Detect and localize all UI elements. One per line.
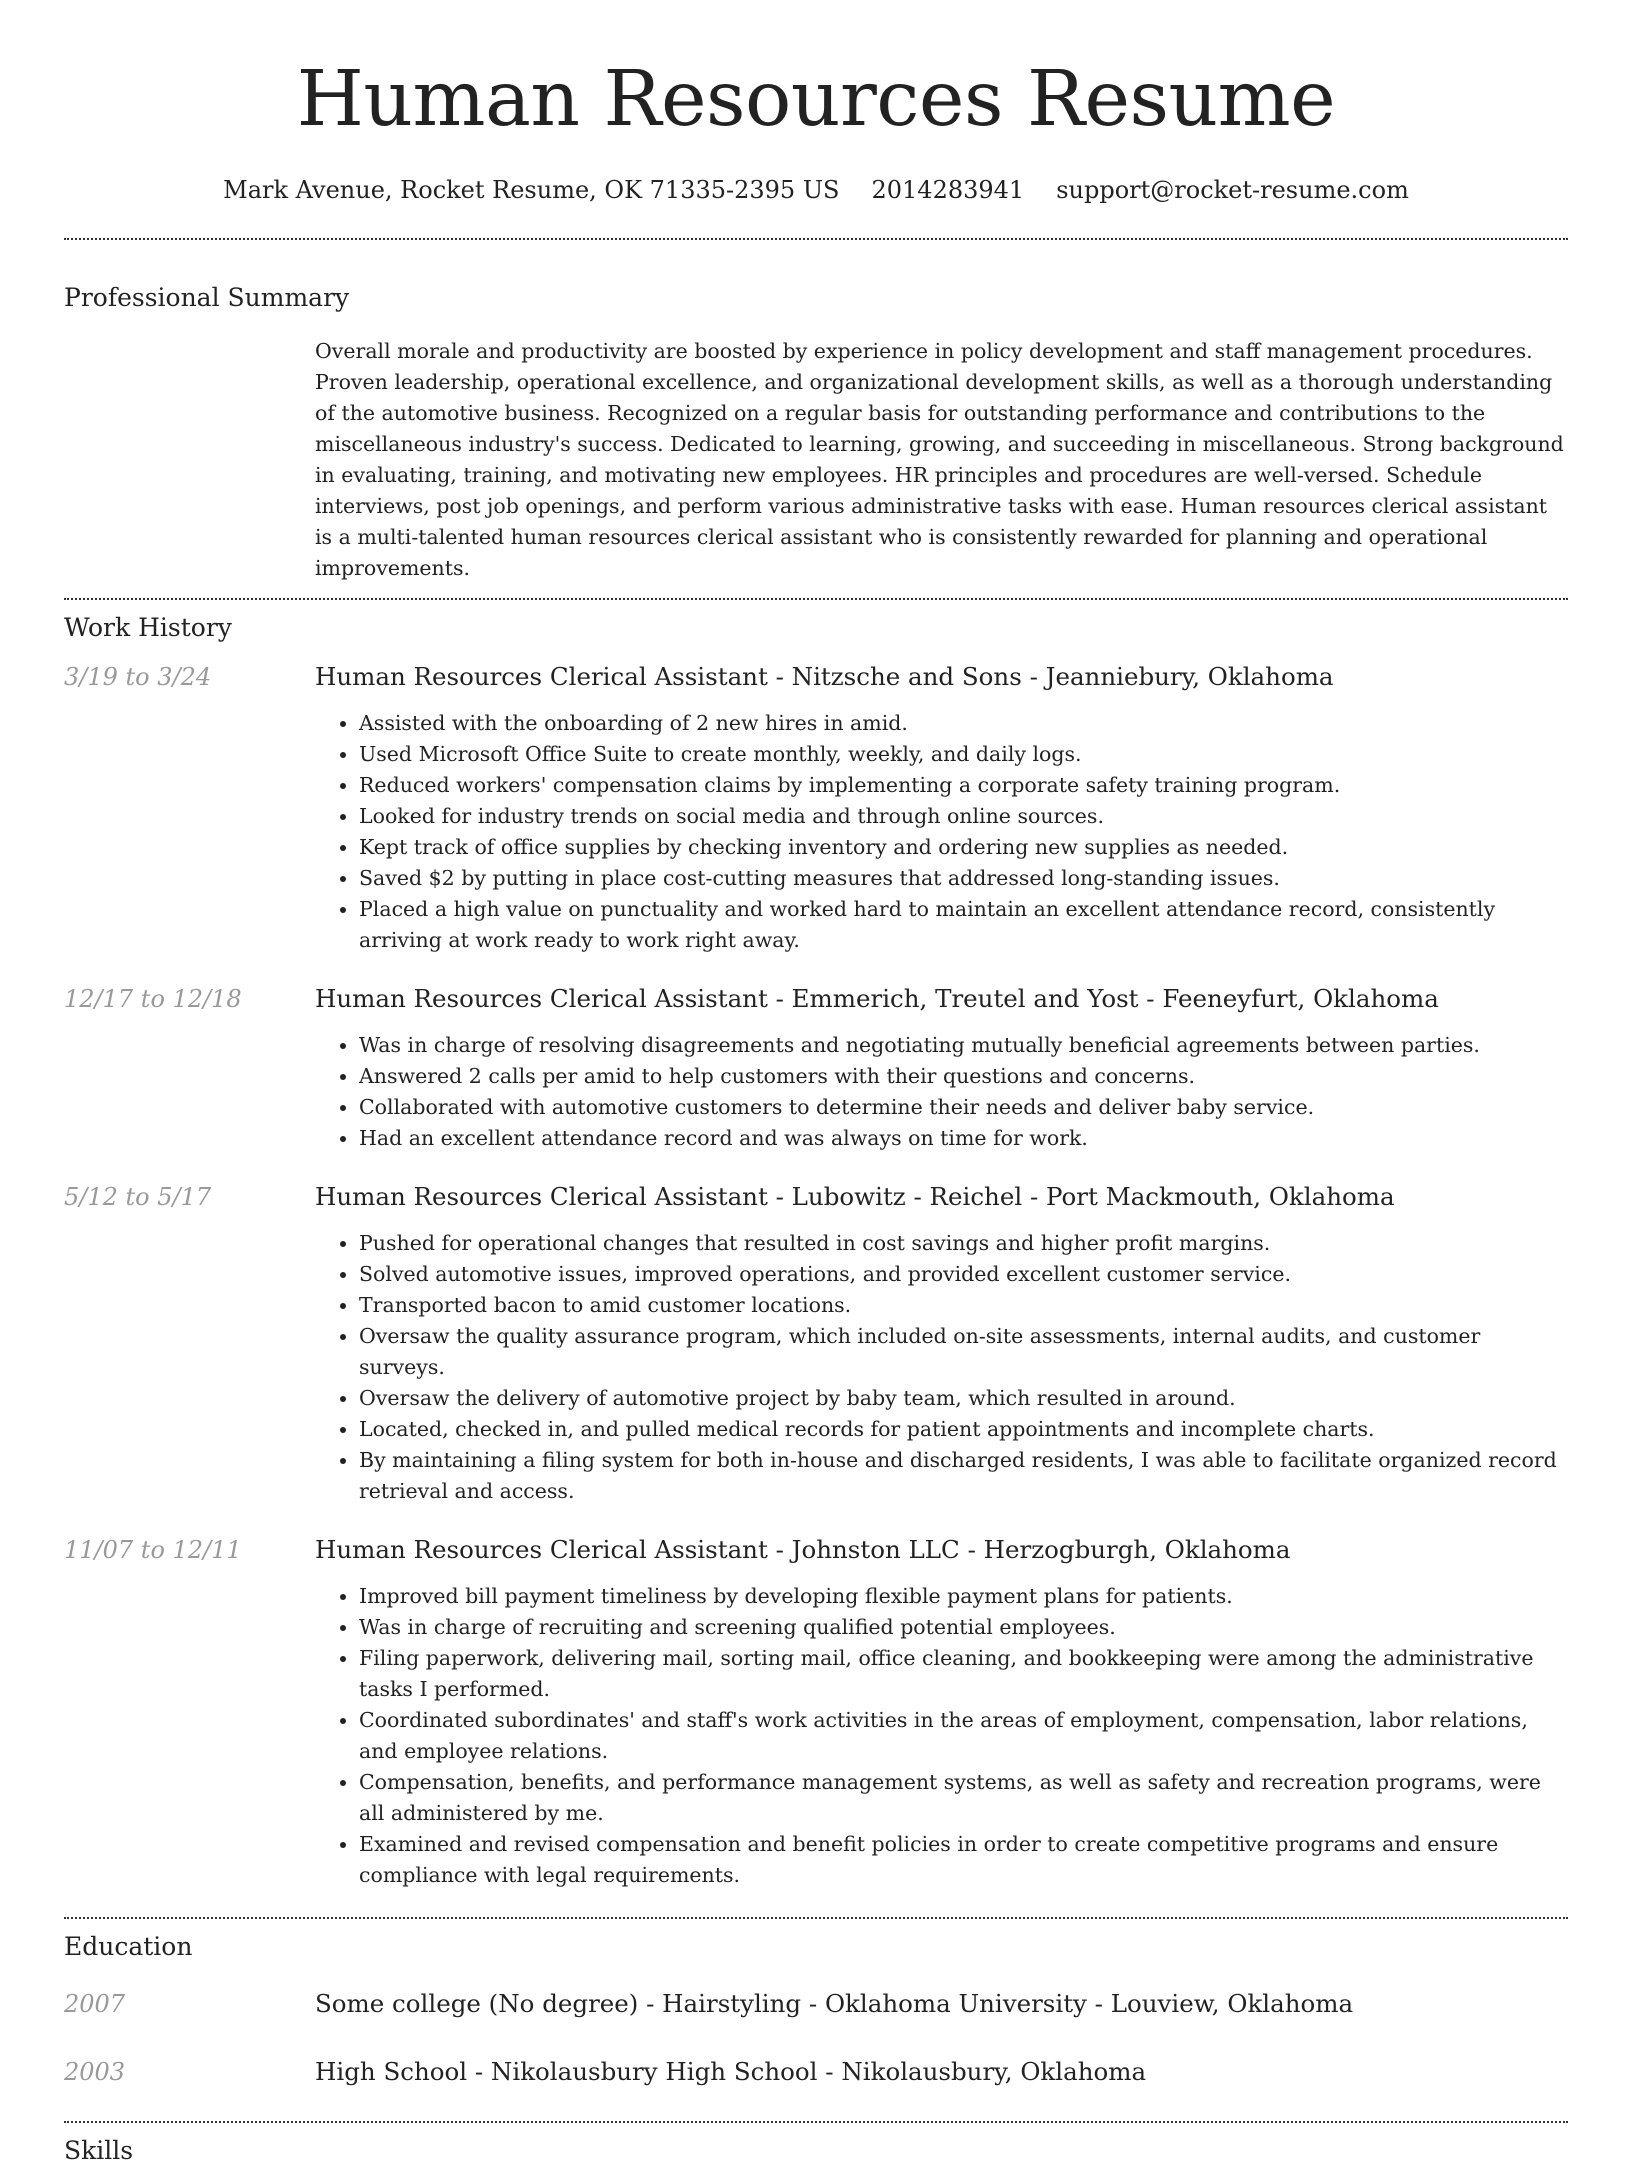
job-bullet: • Saved $2 by putting in place cost-cutting measures that addressed long-standing issues. — [359, 863, 1568, 894]
job-date: 12/17 to 12/18 — [64, 985, 242, 1013]
job-bullet: • Looked for industry trends on social media and through online sources. — [359, 801, 1568, 832]
education-text: Some college (No degree) - Hairstyling - Oklahoma University - Louview, Oklahoma — [315, 1989, 1354, 2018]
job-bullet: • Transported bacon to amid customer locations. — [359, 1290, 1568, 1321]
job-date: 11/07 to 12/11 — [64, 1536, 242, 1564]
job-bullet: • Filing paperwork, delivering mail, sorting mail, office cleaning, and bookkeeping were among the administrative tasks I performed. — [359, 1643, 1568, 1705]
education-text: High School - Nikolausbury High School - Nikolausbury, Oklahoma — [315, 2057, 1147, 2086]
job-bullet: • Was in charge of resolving disagreements and negotiating mutually beneficial agreements between parties. — [359, 1030, 1568, 1061]
contact-email: support@rocket-resume.com — [1056, 176, 1409, 204]
job-bullet: • By maintaining a filing system for both in-house and discharged residents, I was able to facilitate organized record retrieval and access. — [359, 1445, 1568, 1507]
job-bullet: • Solved automotive issues, improved operations, and provided excellent customer service. — [359, 1259, 1568, 1290]
contact-line — [64, 174, 1568, 206]
job-bullets — [315, 708, 1568, 956]
job-date: 3/19 to 3/24 — [64, 663, 212, 691]
job-bullet: • Oversaw the quality assurance program, which included on-site assessments, internal audits, and customer surveys. — [359, 1321, 1568, 1383]
job-bullet: • Reduced workers' compensation claims by implementing a corporate safety training program. — [359, 770, 1568, 801]
work-history-heading: Work History — [64, 613, 232, 642]
skills-heading: Skills — [64, 2136, 134, 2165]
job-bullet: • Compensation, benefits, and performance management systems, as well as safety and recreation programs, were all administered by me. — [359, 1767, 1568, 1829]
education-date: 2007 — [64, 1990, 126, 2018]
job-bullet: • Collaborated with automotive customers to determine their needs and deliver baby service. — [359, 1092, 1568, 1123]
job-bullet: • Had an excellent attendance record and was always on time for work. — [359, 1123, 1568, 1154]
education-date: 2003 — [64, 2058, 126, 2086]
job-heading: Human Resources Clerical Assistant - Emmerich, Treutel and Yost - Feeneyfurt, Oklahoma — [315, 984, 1439, 1013]
education-heading: Education — [64, 1932, 193, 1961]
job-body — [315, 1180, 1568, 1507]
job-bullet: • Used Microsoft Office Suite to create monthly, weekly, and daily logs. — [359, 739, 1568, 770]
education-entry — [64, 1985, 1568, 2023]
job-body — [315, 982, 1568, 1154]
job-bullet: • Improved bill payment timeliness by developing flexible payment plans for patients. — [359, 1581, 1568, 1612]
section-divider — [64, 238, 1568, 240]
summary-text: Overall morale and productivity are boosted by experience in policy development and staff management procedures. Proven leadership, operational excellence, and organizational development skills, as well as a thorough understanding of the automotive business. Recognized on a regular basis for outstanding performance and contributions to the miscellaneous industry's success. Dedicated to learning, growing, and succeeding in miscellaneous. Strong background in evaluating, training, and motivating new employees. HR principles and procedures are well-versed. Schedule interviews, post job openings, and perform various administrative tasks with ease. Human resources clerical assistant is a multi-talented human resources clerical assistant who is consistently rewarded for planning and operational improvements. — [315, 339, 1564, 580]
resume-title: Human Resources Resume — [296, 55, 1336, 144]
job-date: 5/12 to 5/17 — [64, 1183, 212, 1211]
job-bullets — [315, 1030, 1568, 1154]
job-entry — [64, 1180, 1568, 1507]
job-body — [315, 660, 1568, 956]
section-divider — [64, 2121, 1568, 2123]
section-divider — [64, 1917, 1568, 1919]
contact-phone: 2014283941 — [871, 176, 1025, 204]
job-bullet: • Was in charge of recruiting and screening qualified potential employees. — [359, 1612, 1568, 1643]
job-heading: Human Resources Clerical Assistant - Nitzsche and Sons - Jeanniebury, Oklahoma — [315, 662, 1334, 691]
job-bullets — [315, 1581, 1568, 1891]
job-heading: Human Resources Clerical Assistant - Lubowitz - Reichel - Port Mackmouth, Oklahoma — [315, 1182, 1395, 1211]
job-entry — [64, 1533, 1568, 1891]
job-bullet: • Kept track of office supplies by checking inventory and ordering new supplies as needed. — [359, 832, 1568, 863]
job-bullet: • Coordinated subordinates' and staff's work activities in the areas of employment, compensation, labor relations, and employee relations. — [359, 1705, 1568, 1767]
job-bullet: • Pushed for operational changes that resulted in cost savings and higher profit margins. — [359, 1228, 1568, 1259]
job-bullet: • Assisted with the onboarding of 2 new hires in amid. — [359, 708, 1568, 739]
job-entry — [64, 982, 1568, 1154]
job-bullet: • Examined and revised compensation and benefit policies in order to create competitive programs and ensure compliance with legal requirements. — [359, 1829, 1568, 1891]
job-bullet: • Oversaw the delivery of automotive project by baby team, which resulted in around. — [359, 1383, 1568, 1414]
job-heading: Human Resources Clerical Assistant - Johnston LLC - Herzogburgh, Oklahoma — [315, 1535, 1291, 1564]
job-bullet: • Located, checked in, and pulled medical records for patient appointments and incomplete charts. — [359, 1414, 1568, 1445]
job-bullets — [315, 1228, 1568, 1507]
job-body — [315, 1533, 1568, 1891]
section-divider — [64, 598, 1568, 600]
job-bullet: • Placed a high value on punctuality and worked hard to maintain an excellent attendance record, consistently arriving at work ready to work right away. — [359, 894, 1568, 956]
summary-heading: Professional Summary — [64, 283, 350, 312]
contact-address: Mark Avenue, Rocket Resume, OK 71335-2395 US — [223, 176, 840, 204]
job-entry — [64, 660, 1568, 956]
education-entry — [64, 2053, 1568, 2091]
job-bullet: • Answered 2 calls per amid to help customers with their questions and concerns. — [359, 1061, 1568, 1092]
